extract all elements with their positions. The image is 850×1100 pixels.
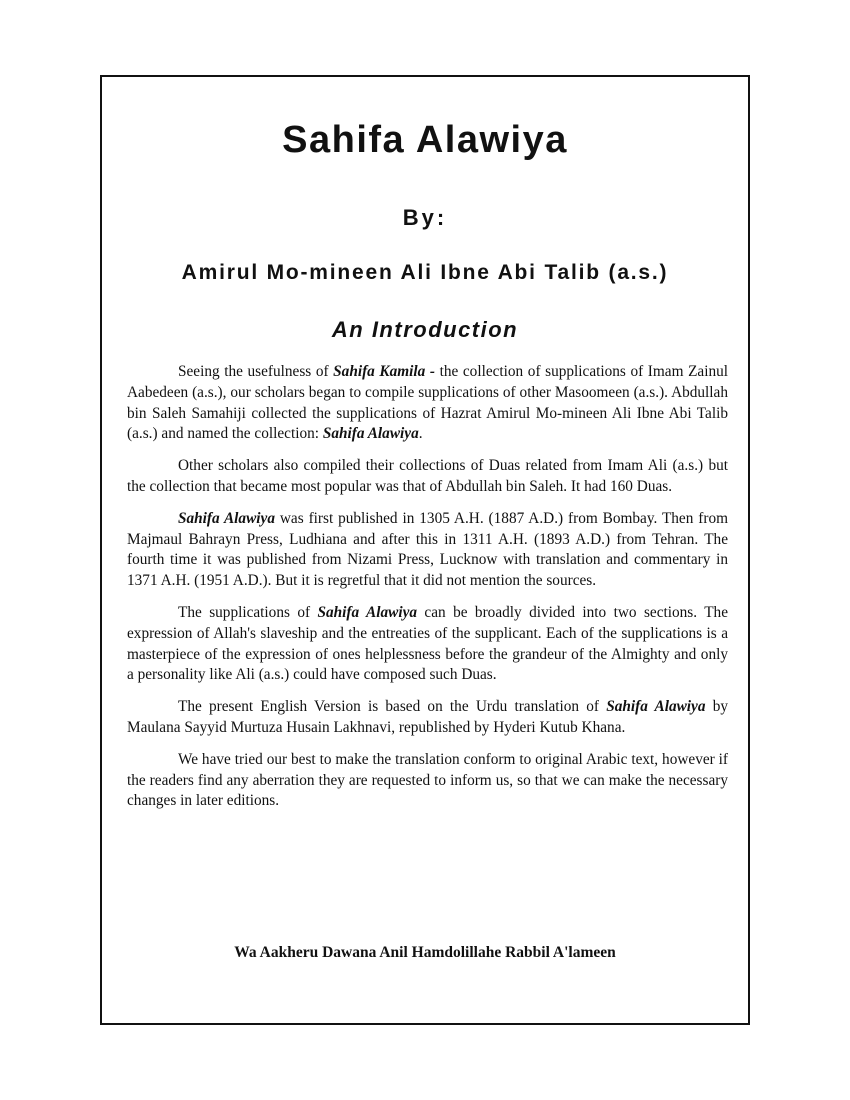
- emphasis-title: Sahifa Alawiya: [317, 603, 418, 621]
- emphasis-title: Sahifa Alawiya: [178, 509, 275, 527]
- page-border: [100, 75, 750, 1025]
- emphasis-title: Sahifa Kamila -: [333, 363, 436, 380]
- paragraph-text: Other scholars also compiled their collections of Duas related from Imam Ali (a.s.) but the collection that became most popular was that of Abdullah bin Saleh. It had 160 Duas.: [127, 457, 728, 495]
- paragraph-4: [127, 603, 728, 686]
- paragraph-text: The supplications of: [178, 603, 318, 621]
- paragraph-text: The present English Version is based on the Urdu translation of: [178, 698, 607, 716]
- author-name: Amirul Mo-mineen Ali Ibne Abi Talib (a.s.): [181, 261, 669, 284]
- emphasis-title: Sahifa Alawiya: [322, 425, 419, 443]
- emphasis-title: Sahifa Alawiya: [606, 698, 706, 716]
- paragraph-text: Seeing the usefulness of: [178, 363, 334, 380]
- paragraph-text: We have tried our best to make the translation conform to original Arabic text, however if the readers find any aberration they are requested to inform us, so that we can make the necessary changes in later editions.: [127, 750, 728, 810]
- paragraph-5: [127, 697, 728, 739]
- paragraph-text: was first published in 1305 A.H. (1887 A.D.) from Bombay. Then from Majmaul Bahrayn Press, Ludhiana and after this in 1311 A.H. (1893 A.D.) from Tehran. The fourth time it was published from Nizami Press, Lucknow with translation and commentary in 1371 A.H. (1951 A.D.). But it is regretful that it did not mention the sources.: [127, 509, 729, 590]
- paragraph-text: can be broadly divided into two sections. The expression of Allah's slaveship and the entreaties of the supplicant. Each of the supplications is a masterpiece of the expression of ones helplessness before the grandeur of the Almighty and only a personality like Ali (a.s.) could have composed such Duas.: [127, 603, 728, 684]
- introduction-body: [127, 362, 728, 823]
- paragraph-text: by Maulana Sayyid Murtuza Husain Lakhnavi, republished by Hyderi Kutub Khana.: [127, 698, 729, 736]
- paragraph-3: [127, 509, 728, 592]
- paragraph-6: [127, 750, 728, 812]
- introduction-heading: An Introduction: [331, 317, 519, 342]
- paragraph-1: [127, 362, 728, 445]
- by-label: By:: [402, 205, 448, 230]
- paragraph-text: the collection of supplications of Imam Zainul Aabedeen (a.s.), our scholars began to compile supplications of other Masoomeen (a.s.). Abdullah bin Saleh Samahiji collected the supplications of Hazrat Amirul Mo-mineen Ali Ibne Abi Talib (a.s.) and named the collection:: [127, 363, 729, 443]
- book-title: Sahifa Alawiya: [282, 119, 568, 161]
- paragraph-text: .: [418, 425, 423, 443]
- closing-line: Wa Aakheru Dawana Anil Hamdolillahe Rabbil A'lameen: [234, 944, 616, 961]
- paragraph-2: [127, 456, 728, 498]
